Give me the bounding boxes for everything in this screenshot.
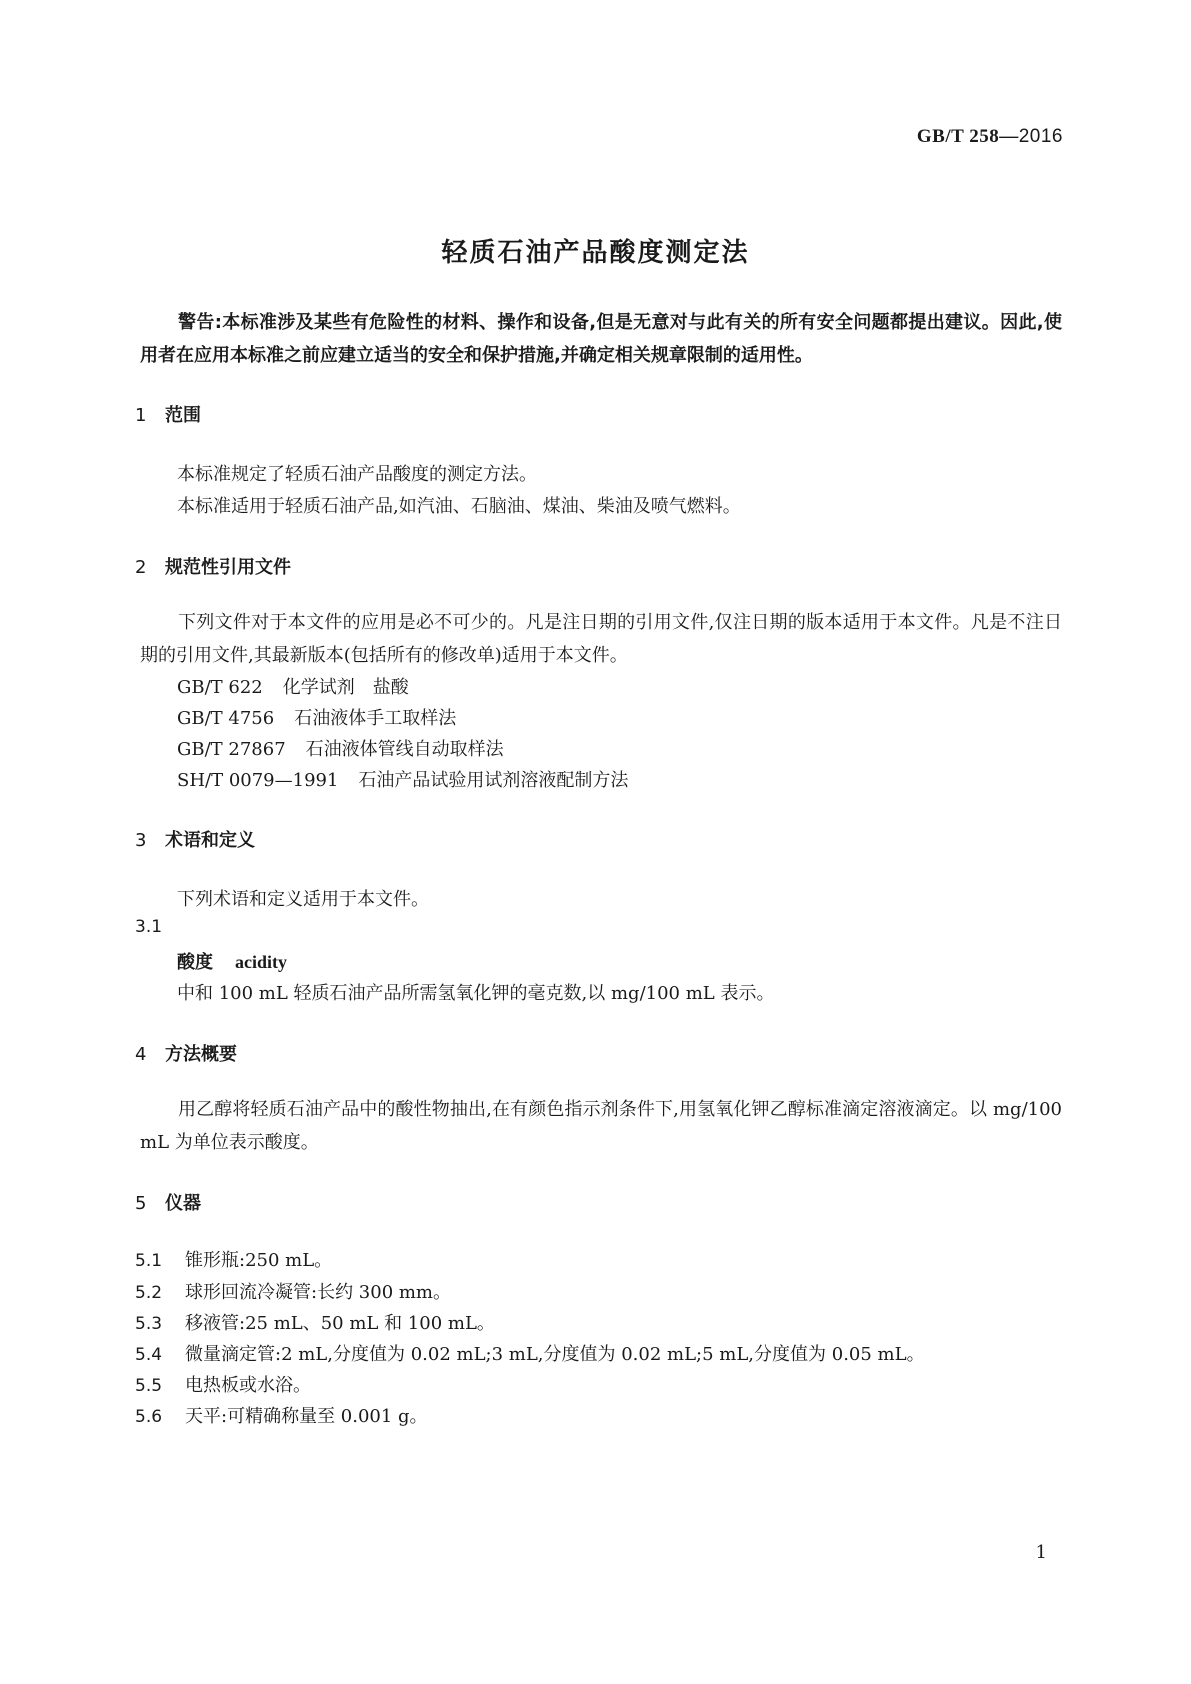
term-english: acidity: [235, 952, 287, 972]
item-number: 5.2: [135, 1283, 163, 1303]
section-number: 3: [135, 830, 147, 851]
apparatus-item: [135, 1246, 332, 1272]
item-number: 5.5: [135, 1376, 163, 1396]
standard-dash: —: [999, 126, 1019, 147]
standard-code: GB/T 258: [916, 126, 1000, 147]
reference-item: [177, 766, 628, 792]
item-text: 球形回流冷凝管:长约 300 mm。: [185, 1282, 451, 1303]
apparatus-item: [135, 1340, 925, 1366]
terms-intro: 下列术语和定义适用于本文件。: [177, 889, 429, 910]
section-title: 方法概要: [165, 1044, 237, 1065]
page-number: 1: [1035, 1542, 1047, 1563]
scope-line-1: 本标准规定了轻质石油产品酸度的测定方法。: [177, 464, 537, 485]
standard-code-header: [917, 126, 1063, 148]
item-number: 5.6: [135, 1407, 163, 1427]
section-title: 规范性引用文件: [165, 557, 291, 578]
reference-item: [177, 673, 409, 699]
section-number: 2: [135, 557, 147, 578]
section-2-heading: [135, 553, 291, 579]
section-title: 术语和定义: [165, 830, 255, 851]
item-text: 微量滴定管:2 mL,分度值为 0.02 mL;3 mL,分度值为 0.02 mL;5 mL,分度值为 0.05 mL。: [185, 1344, 925, 1365]
standard-year: 2016: [1018, 126, 1063, 147]
reference-code: GB/T 622: [177, 677, 263, 698]
section-title: 范围: [165, 405, 201, 426]
warning-text: 警告:本标准涉及某些有危险性的材料、操作和设备,但是无意对与此有关的所有安全问题都提出建议。因此,使用者在应用本标准之前应建立适当的安全和保护措施,并确定相关规章限制的适用性。: [140, 312, 1062, 366]
section-5-heading: [135, 1189, 201, 1215]
reference-name: 化学试剂 盐酸: [282, 677, 409, 698]
item-text: 天平:可精确称量至 0.001 g。: [185, 1406, 428, 1427]
section-1-heading: [135, 401, 201, 427]
section-number: 5: [135, 1193, 147, 1214]
item-number: 5.4: [135, 1345, 163, 1365]
apparatus-item: [135, 1309, 495, 1335]
reference-item: [177, 704, 456, 730]
apparatus-item: [135, 1278, 451, 1304]
section-number: 1: [135, 405, 147, 426]
section-3-heading: [135, 826, 255, 852]
reference-name: 石油产品试验用试剂溶液配制方法: [358, 770, 629, 791]
reference-name: 石油液体手工取样法: [294, 708, 457, 729]
method-summary-block: [140, 1093, 1062, 1159]
section-number: 4: [135, 1044, 147, 1065]
item-text: 移液管:25 mL、50 mL 和 100 mL。: [185, 1313, 495, 1334]
reference-code: SH/T 0079—1991: [177, 770, 339, 791]
term-heading: [177, 948, 287, 974]
method-summary: 用乙醇将轻质石油产品中的酸性物抽出,在有颜色指示剂条件下,用氢氧化钾乙醇标准滴定溶液滴定。以 mg/100 mL 为单位表示酸度。: [140, 1099, 1062, 1153]
reference-item: [177, 735, 504, 761]
section-4-heading: [135, 1040, 237, 1066]
apparatus-item: [135, 1371, 311, 1397]
warning-block: [140, 306, 1062, 372]
item-text: 电热板或水浴。: [185, 1375, 311, 1396]
item-number: 5.1: [135, 1251, 163, 1271]
item-number: 5.3: [135, 1314, 163, 1334]
references-intro-block: [140, 606, 1062, 672]
reference-code: GB/T 27867: [177, 739, 286, 760]
section-title: 仪器: [165, 1193, 201, 1214]
scope-line-2: 本标准适用于轻质石油产品,如汽油、石脑油、煤油、柴油及喷气燃料。: [177, 496, 741, 517]
item-text: 锥形瓶:250 mL。: [185, 1250, 333, 1271]
reference-code: GB/T 4756: [177, 708, 275, 729]
references-intro: 下列文件对于本文件的应用是必不可少的。凡是注日期的引用文件,仅注日期的版本适用于本文件。凡是不注日期的引用文件,其最新版本(包括所有的修改单)适用于本文件。: [140, 612, 1062, 666]
document-title: 轻质石油产品酸度测定法: [441, 238, 750, 268]
subsection-number: 3.1: [135, 917, 163, 937]
apparatus-item: [135, 1402, 428, 1428]
reference-name: 石油液体管线自动取样法: [305, 739, 504, 760]
term-definition: 中和 100 mL 轻质石油产品所需氢氧化钾的毫克数,以 mg/100 mL 表示。: [177, 983, 775, 1004]
term-chinese: 酸度: [177, 952, 213, 973]
